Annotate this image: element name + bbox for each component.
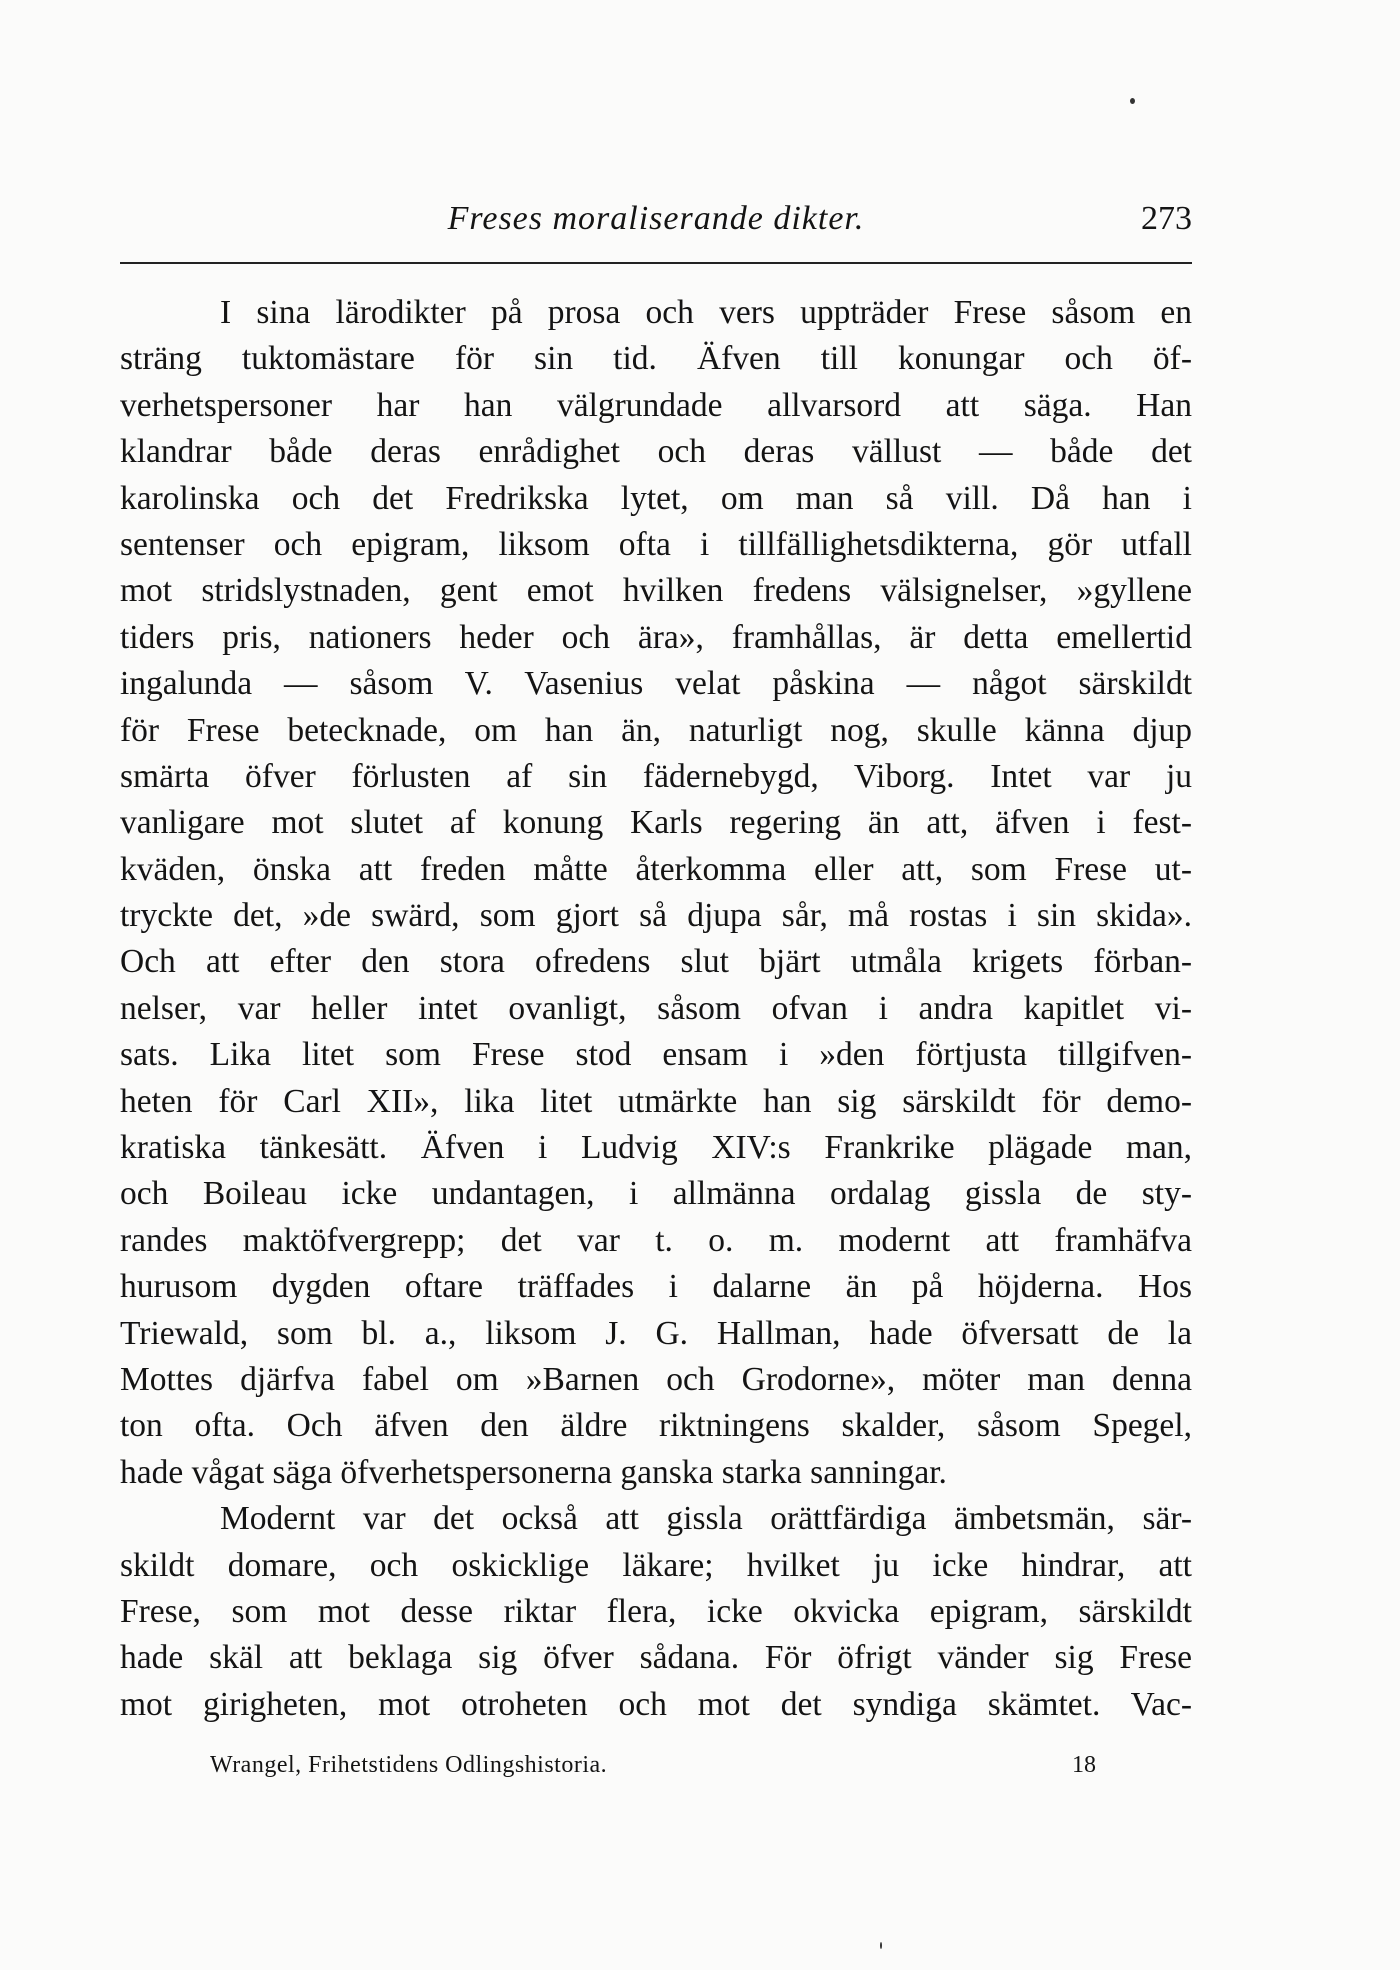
text-line: hurusom dygden oftare träffades i dalarne än på höjderna. Hos: [120, 1268, 1192, 1306]
text-line: för Frese betecknade, om han än, naturligt nog, skulle känna djup: [120, 711, 1192, 749]
paragraph-1: [120, 290, 1192, 1496]
text-line: hade skäl att beklaga sig öfver sådana. För öfrigt vänder sig Frese: [120, 1639, 1192, 1677]
text-line: klandrar både deras enrådighet och deras vällust — både det: [120, 433, 1192, 471]
body-text: [120, 290, 1192, 1728]
text-line: sats. Lika litet som Frese stod ensam i »den förtjusta tillgifven-: [120, 1036, 1192, 1074]
text-line: Och att efter den stora ofredens slut bjärt utmåla krigets förban-: [120, 943, 1192, 981]
ink-speck: [880, 1942, 882, 1949]
text-line: nelser, var heller intet ovanligt, såsom ofvan i andra kapitlet vi-: [120, 989, 1192, 1027]
page-number: 273: [1141, 200, 1192, 237]
text-line: sentenser och epigram, liksom ofta i tillfällighetsdikterna, gör utfall: [120, 525, 1192, 563]
ink-speck: [1130, 98, 1135, 104]
text-line: sträng tuktomästare för sin tid. Äfven till konungar och öf-: [120, 340, 1192, 378]
text-line: verhetspersoner har han välgrundade allvarsord att säga. Han: [120, 386, 1192, 424]
text-line: vanligare mot slutet af konung Karls regering än att, äfven i fest-: [120, 804, 1192, 842]
text-line: I sina lärodikter på prosa och vers uppträder Frese såsom en: [220, 294, 1192, 331]
running-title: Freses moraliserande dikter.: [447, 200, 865, 237]
text-line: heten för Carl XII», lika litet utmärkte han sig särskildt för demo-: [120, 1082, 1192, 1120]
text-line: tryckte det, »de swärd, som gjort så djupa sår, må rostas i sin skida».: [120, 897, 1192, 935]
text-line: Frese, som mot desse riktar flera, icke okvicka epigram, särskildt: [120, 1592, 1192, 1630]
text-line: Modernt var det också att gissla orättfärdiga ämbetsmän, sär-: [220, 1500, 1192, 1538]
text-line: hade vågat säga öfverhetspersonerna ganska starka sanningar.: [120, 1453, 947, 1491]
page-header: [120, 200, 1192, 250]
text-line: smärta öfver förlusten af sin fädernebygd, Viborg. Intet var ju: [120, 757, 1192, 795]
text-line: och Boileau icke undantagen, i allmänna ordalag gissla de sty-: [120, 1175, 1192, 1213]
text-line: randes maktöfvergrepp; det var t. o. m. modernt att framhäfva: [120, 1221, 1192, 1259]
signature-line: Wrangel, Frihetstidens Odlingshistoria.: [210, 1752, 608, 1778]
text-line: Mottes djärfva fabel om »Barnen och Grodorne», möter man denna: [120, 1360, 1192, 1398]
text-line: ingalunda — såsom V. Vasenius velat påskina — något särskildt: [120, 665, 1192, 703]
text-line: kväden, önska att freden måtte återkomma eller att, som Frese ut-: [120, 850, 1192, 888]
text-line: karolinska och det Fredrikska lytet, om man så vill. Då han i: [120, 479, 1192, 517]
text-line: mot stridslystnaden, gent emot hvilken fredens välsignelser, »gyllene: [120, 572, 1192, 610]
text-line: kratiska tänkesätt. Äfven i Ludvig XIV:s Frankrike plägade man,: [120, 1129, 1192, 1167]
text-line: skildt domare, och oskicklige läkare; hvilket ju icke hindrar, att: [120, 1546, 1192, 1584]
text-line: Triewald, som bl. a., liksom J. G. Hallman, hade öfversatt de la: [120, 1314, 1192, 1352]
header-rule: [120, 262, 1192, 264]
paragraph-2: [120, 1496, 1192, 1728]
text-line: ton ofta. Och äfven den äldre riktningens skalder, såsom Spegel,: [120, 1407, 1192, 1445]
text-line: mot girigheten, mot otroheten och mot det syndiga skämtet. Vac-: [120, 1685, 1192, 1723]
sheet-number: 18: [1072, 1752, 1096, 1778]
text-line: tiders pris, nationers heder och ära», framhållas, är detta emellertid: [120, 618, 1192, 656]
